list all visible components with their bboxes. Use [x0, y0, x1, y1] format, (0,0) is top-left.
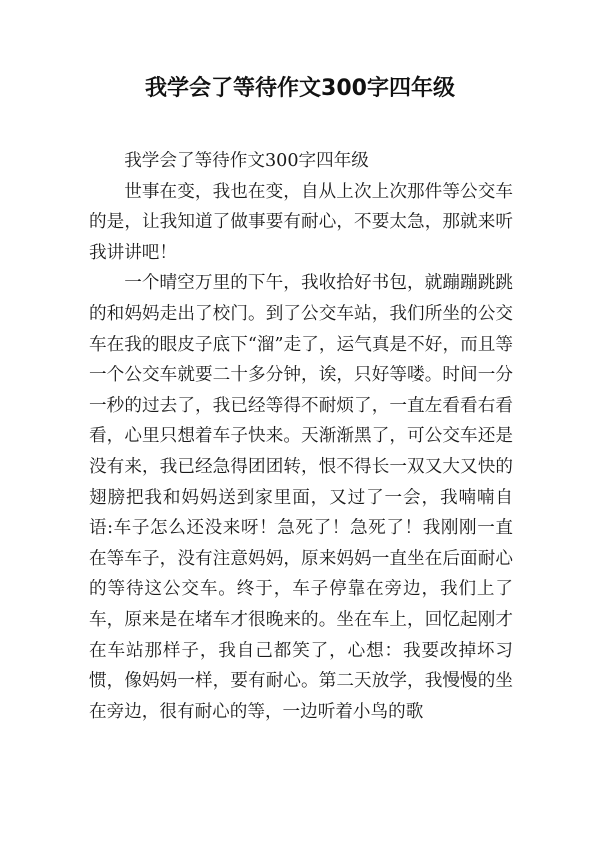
paragraph-intro: 世事在变，我也在变，自从上次上次那件等公交车的是，让我知道了做事要有耐心，不要太急，那就来听我讲讲吧！ [89, 181, 513, 263]
paragraph-story: 一个晴空万里的下午，我收拾好书包，就蹦蹦跳跳的和妈妈走出了校门。到了公交车站，我们所坐的公交车在我的眼皮子底下“溜”走了，运气真是不好，而且等一个公交车就要二十多分钟，诶，只好等喽。时间一分一秒的过去了，我已经等得不耐烦了，一直左看看右看看，心里只想着车子快来。天渐渐黑了，可公交车还是没有来，我已经急得团团转，恨不得长一双又大又快的翅膀把我和妈妈送到家里面，又过了一会，我喃喃自语:车子怎么还没来呀！急死了！急死了！我刚刚一直在等车子，没有注意妈妈，原来妈妈一直坐在后面耐心的等待这公交车。终于，车子停靠在旁边，我们上了车，原来是在堵车才很晚来的。坐在车上，回忆起刚才在车站那样子，我自己都笑了，心想：我要改掉坏习惯，像妈妈一样，要有耐心。第二天放学，我慢慢的坐在旁边，很有耐心的等，一边听着小鸟的歌 [89, 273, 513, 722]
paragraph-subtitle: 我学会了等待作文300字四年级 [124, 151, 369, 171]
document-body [89, 146, 513, 727]
document-title: 我学会了等待作文300字四年级 [145, 76, 455, 101]
